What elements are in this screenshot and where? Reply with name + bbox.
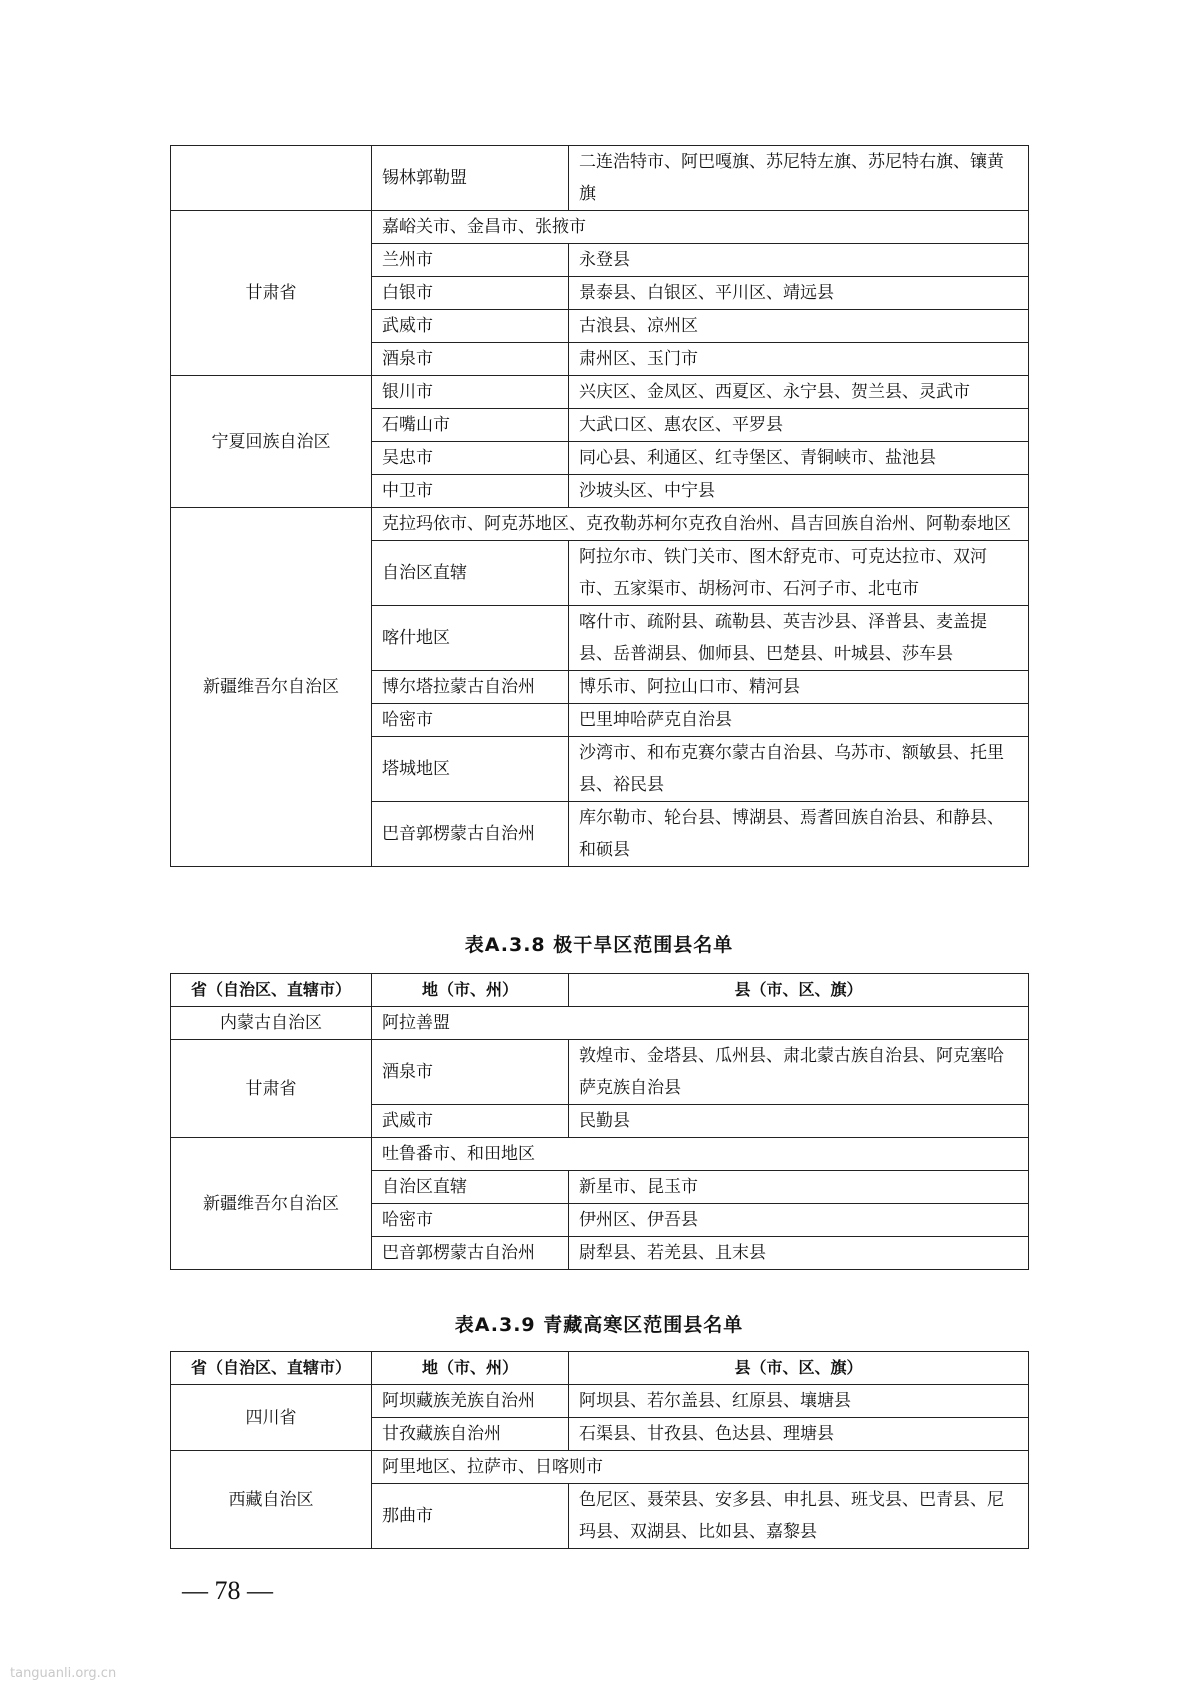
county-cell: 古浪县、凉州区 xyxy=(569,310,1029,343)
county-cell: 景泰县、白银区、平川区、靖远县 xyxy=(569,277,1029,310)
province-cell: 新疆维吾尔自治区 xyxy=(171,1138,372,1270)
city-cell: 吴忠市 xyxy=(372,442,569,475)
city-cell: 自治区直辖 xyxy=(372,1171,569,1204)
city-span-cell: 克拉玛依市、阿克苏地区、克孜勒苏柯尔克孜自治州、昌吉回族自治州、阿勒泰地区 xyxy=(372,508,1029,541)
county-cell: 兴庆区、金凤区、西夏区、永宁县、贺兰县、灵武市 xyxy=(569,376,1029,409)
table-row xyxy=(171,1007,1029,1040)
table-continuation xyxy=(170,145,1029,867)
county-cell: 伊州区、伊吾县 xyxy=(569,1204,1029,1237)
city-cell: 白银市 xyxy=(372,277,569,310)
county-cell: 同心县、利通区、红寺堡区、青铜峡市、盐池县 xyxy=(569,442,1029,475)
county-cell: 敦煌市、金塔县、瓜州县、肃北蒙古族自治县、阿克塞哈萨克族自治县 xyxy=(569,1040,1029,1105)
city-cell: 巴音郭楞蒙古自治州 xyxy=(372,802,569,867)
city-span-cell: 吐鲁番市、和田地区 xyxy=(372,1138,1029,1171)
table-header-row xyxy=(171,974,1029,1007)
county-cell: 阿坝县、若尔盖县、红原县、壤塘县 xyxy=(569,1385,1029,1418)
city-cell: 那曲市 xyxy=(372,1484,569,1549)
header-county: 县（市、区、旗） xyxy=(569,1352,1029,1385)
table-row xyxy=(171,1385,1029,1418)
city-cell: 甘孜藏族自治州 xyxy=(372,1418,569,1451)
county-cell: 二连浩特市、阿巴嘎旗、苏尼特左旗、苏尼特右旗、镶黄旗 xyxy=(569,146,1029,211)
city-cell: 塔城地区 xyxy=(372,737,569,802)
table-row xyxy=(171,146,1029,211)
table-row xyxy=(171,1138,1029,1171)
city-cell: 银川市 xyxy=(372,376,569,409)
page-number: — 78 — xyxy=(182,1576,273,1605)
watermark: tanguanli.org.cn xyxy=(10,1666,117,1681)
province-cell: 新疆维吾尔自治区 xyxy=(171,508,372,867)
county-cell: 库尔勒市、轮台县、博湖县、焉耆回族自治县、和静县、和硕县 xyxy=(569,802,1029,867)
city-cell: 锡林郭勒盟 xyxy=(372,146,569,211)
city-cell: 哈密市 xyxy=(372,1204,569,1237)
county-cell: 博乐市、阿拉山口市、精河县 xyxy=(569,671,1029,704)
header-province: 省（自治区、直辖市） xyxy=(171,974,372,1007)
county-cell: 喀什市、疏附县、疏勒县、英吉沙县、泽普县、麦盖提县、岳普湖县、伽师县、巴楚县、叶城县、莎车县 xyxy=(569,606,1029,671)
table-row xyxy=(171,508,1029,541)
city-cell: 自治区直辖 xyxy=(372,541,569,606)
city-cell: 酒泉市 xyxy=(372,1040,569,1105)
table-caption: 表A.3.9 青藏高寒区范围县名单 xyxy=(454,1314,744,1336)
city-span-cell: 嘉峪关市、金昌市、张掖市 xyxy=(372,211,1029,244)
county-cell: 新星市、昆玉市 xyxy=(569,1171,1029,1204)
city-cell: 武威市 xyxy=(372,1105,569,1138)
table-plateau xyxy=(170,1351,1029,1549)
header-county: 县（市、区、旗） xyxy=(569,974,1029,1007)
province-cell xyxy=(171,146,372,211)
city-span-cell: 阿拉善盟 xyxy=(372,1007,1029,1040)
county-cell: 沙湾市、和布克赛尔蒙古自治县、乌苏市、额敏县、托里县、裕民县 xyxy=(569,737,1029,802)
table-extreme-arid xyxy=(170,973,1029,1270)
province-cell: 宁夏回族自治区 xyxy=(171,376,372,508)
county-cell: 巴里坤哈萨克自治县 xyxy=(569,704,1029,737)
table-row xyxy=(171,1451,1029,1484)
county-cell: 石渠县、甘孜县、色达县、理塘县 xyxy=(569,1418,1029,1451)
county-cell: 沙坡头区、中宁县 xyxy=(569,475,1029,508)
table-header-row xyxy=(171,1352,1029,1385)
county-cell: 大武口区、惠农区、平罗县 xyxy=(569,409,1029,442)
county-cell: 肃州区、玉门市 xyxy=(569,343,1029,376)
table-row xyxy=(171,211,1029,244)
city-cell: 喀什地区 xyxy=(372,606,569,671)
header-province: 省（自治区、直辖市） xyxy=(171,1352,372,1385)
city-cell: 哈密市 xyxy=(372,704,569,737)
city-cell: 酒泉市 xyxy=(372,343,569,376)
province-cell: 四川省 xyxy=(171,1385,372,1451)
city-cell: 石嘴山市 xyxy=(372,409,569,442)
city-cell: 博尔塔拉蒙古自治州 xyxy=(372,671,569,704)
city-cell: 中卫市 xyxy=(372,475,569,508)
header-city: 地（市、州） xyxy=(372,1352,569,1385)
city-cell: 武威市 xyxy=(372,310,569,343)
table-caption: 表A.3.8 极干旱区范围县名单 xyxy=(464,934,734,956)
province-cell: 甘肃省 xyxy=(171,211,372,376)
city-cell: 巴音郭楞蒙古自治州 xyxy=(372,1237,569,1270)
city-span-cell: 阿里地区、拉萨市、日喀则市 xyxy=(372,1451,1029,1484)
table-row xyxy=(171,1040,1029,1105)
header-city: 地（市、州） xyxy=(372,974,569,1007)
county-cell: 永登县 xyxy=(569,244,1029,277)
county-cell: 民勤县 xyxy=(569,1105,1029,1138)
province-cell: 内蒙古自治区 xyxy=(171,1007,372,1040)
province-cell: 甘肃省 xyxy=(171,1040,372,1138)
county-cell: 阿拉尔市、铁门关市、图木舒克市、可克达拉市、双河市、五家渠市、胡杨河市、石河子市、北屯市 xyxy=(569,541,1029,606)
county-cell: 尉犁县、若羌县、且末县 xyxy=(569,1237,1029,1270)
city-cell: 阿坝藏族羌族自治州 xyxy=(372,1385,569,1418)
province-cell: 西藏自治区 xyxy=(171,1451,372,1549)
county-cell: 色尼区、聂荣县、安多县、申扎县、班戈县、巴青县、尼玛县、双湖县、比如县、嘉黎县 xyxy=(569,1484,1029,1549)
city-cell: 兰州市 xyxy=(372,244,569,277)
table-row xyxy=(171,376,1029,409)
